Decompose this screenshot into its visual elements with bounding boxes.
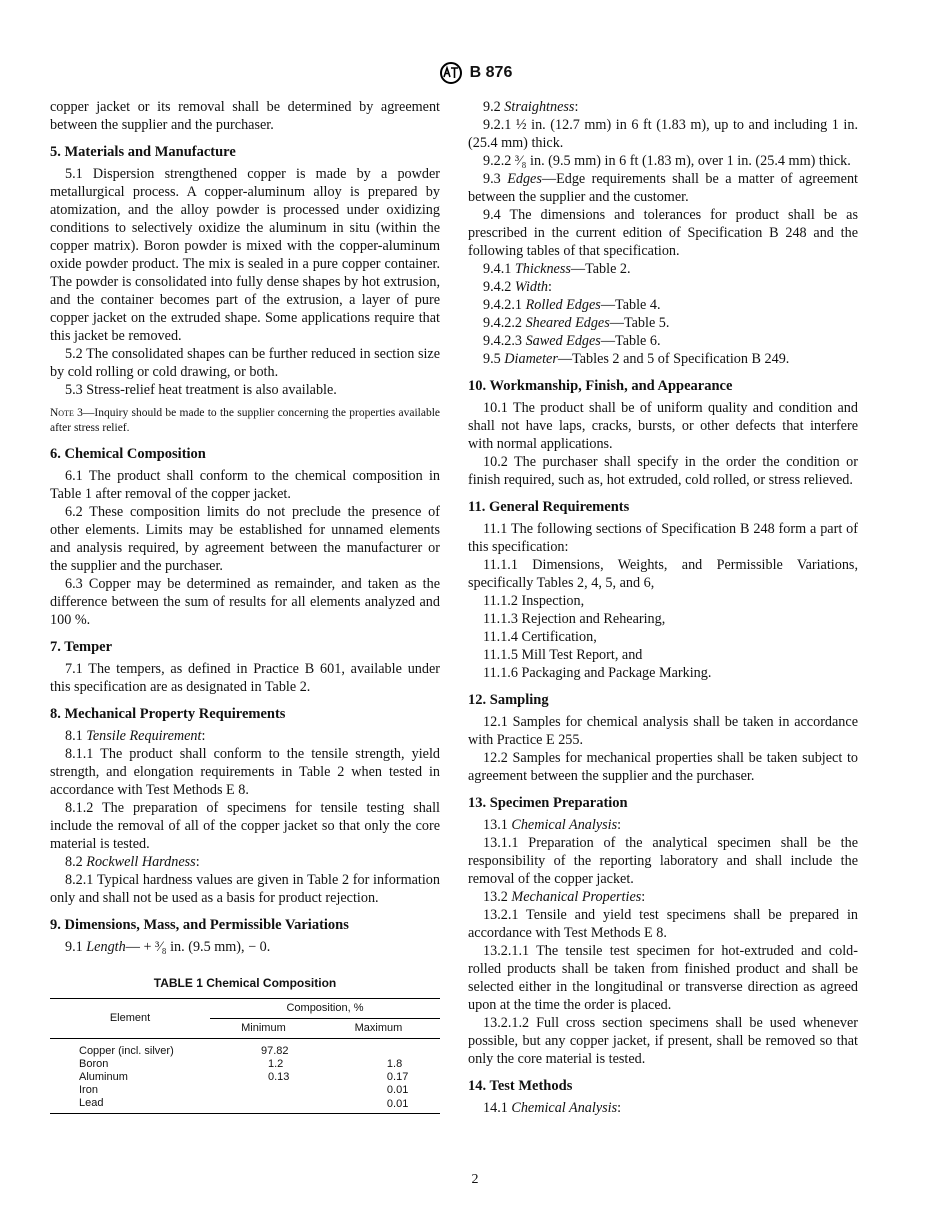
para-6-3: 6.3 Copper may be determined as remainder, and taken as the difference between the sum of results for all elements analyzed and 100 %. bbox=[50, 576, 440, 628]
col-min-header: Minimum bbox=[241, 1022, 286, 1034]
para-9-4-2-3-tail: —Table 6. bbox=[600, 333, 661, 349]
para-9-2-title: Straightness bbox=[504, 99, 575, 115]
para-8-1-1: 8.1.1 The product shall conform to the tensile strength, yield strength, and elongation requirements in Table 2 when tested in accordance with Test Methods E 8. bbox=[50, 746, 440, 798]
para-11-1-5: 11.1.5 Mill Test Report, and bbox=[483, 647, 643, 663]
para-9-4-2-2-tail: —Table 5. bbox=[609, 315, 670, 331]
para-8-1 bbox=[50, 727, 440, 745]
section-7-heading: 7. Temper bbox=[50, 639, 113, 655]
para-9-4-1-tail: —Table 2. bbox=[570, 261, 631, 277]
para-13-2-title: Mechanical Properties bbox=[511, 889, 642, 905]
para-8-1-title: Tensile Requirement bbox=[86, 728, 202, 744]
cell-element: Copper (incl. silver) bbox=[79, 1044, 174, 1057]
cell-min: 1.2 bbox=[268, 1057, 284, 1070]
para-13-1-num: 13.1 bbox=[483, 817, 512, 833]
para-9-4-1-num: 9.4.1 bbox=[483, 261, 515, 277]
designation: B 876 bbox=[469, 64, 513, 82]
para-9-1-title: Length bbox=[86, 939, 126, 955]
para-13-2-num: 13.2 bbox=[483, 889, 512, 905]
para-7-1: 7.1 The tempers, as defined in Practice B 601, available under this specification are as designated in Table 2. bbox=[50, 661, 440, 695]
para-8-1-2: 8.1.2 The preparation of specimens for tensile testing shall include the removal of all of the copper jacket so that only the core material is tested. bbox=[50, 800, 440, 852]
para-11-1-3: 11.1.3 Rejection and Rehearing, bbox=[483, 611, 666, 627]
page-number: 2 bbox=[471, 1172, 479, 1187]
para-14-1-title: Chemical Analysis bbox=[511, 1100, 618, 1116]
para-9-4-1-title: Thickness bbox=[514, 261, 571, 277]
cell-max: 1.8 bbox=[386, 1057, 403, 1070]
cell-max: 0.01 bbox=[386, 1083, 409, 1096]
para-9-1 bbox=[50, 938, 440, 956]
para-11-1-6: 11.1.6 Packaging and Package Marking. bbox=[483, 665, 712, 681]
para-9-4-2-1-tail: —Table 4. bbox=[600, 297, 661, 313]
section-9-heading: 9. Dimensions, Mass, and Permissible Variations bbox=[50, 917, 349, 933]
para-9-4-2-2-num: 9.4.2.2 bbox=[483, 315, 526, 331]
para-9-4-2-tail: : bbox=[548, 279, 552, 295]
col-composition-header: Composition, % bbox=[210, 999, 440, 1019]
cell-max: 0.01 bbox=[317, 1097, 440, 1114]
para-9-2-1: 9.2.1 ½ in. (12.7 mm) in 6 ft (1.83 m), up to and including 1 in. (25.4 mm) thick. bbox=[468, 117, 858, 151]
para-14-1-num: 14.1 bbox=[483, 1100, 512, 1116]
cell-max bbox=[317, 1045, 440, 1058]
section-12-heading: 12. Sampling bbox=[468, 692, 549, 708]
para-9-4-2-3-title: Sawed Edges bbox=[525, 333, 601, 349]
section-11-heading: 11. General Requirements bbox=[468, 499, 630, 515]
para-13-2-tail: : bbox=[641, 889, 646, 905]
para-12-1: 12.1 Samples for chemical analysis shall be taken in accordance with Practice E 255. bbox=[468, 714, 858, 748]
table-1 bbox=[50, 998, 440, 1114]
para-9-4-2-title: Width bbox=[514, 279, 549, 295]
para-9-4-2-3 bbox=[468, 332, 858, 350]
cell-element: Aluminum bbox=[79, 1070, 128, 1083]
cell-max: 0.17 bbox=[386, 1070, 409, 1083]
para-9-3-num: 9.3 bbox=[483, 171, 508, 187]
para-11-1-1: 11.1.1 Dimensions, Weights, and Permissible Variations, specifically Tables 2, 4, 5, and 6, bbox=[468, 557, 858, 591]
right-column bbox=[468, 98, 858, 1117]
table-row bbox=[50, 1045, 440, 1058]
para-9-4-2-3-num: 9.4.2.3 bbox=[483, 333, 526, 349]
para-9-4-2-2 bbox=[468, 314, 858, 332]
para-10-1: 10.1 The product shall be of uniform quality and condition and shall not have laps, cracks, bursts, or other defects that interfere with normal applications. bbox=[468, 400, 858, 452]
cell-element: Iron bbox=[79, 1083, 98, 1096]
section-10-heading: 10. Workmanship, Finish, and Appearance bbox=[468, 378, 733, 394]
para-9-4-1 bbox=[468, 260, 858, 278]
cell-element: Lead bbox=[50, 1097, 210, 1114]
section-14-heading: 14. Test Methods bbox=[468, 1078, 573, 1094]
para-5-3: 5.3 Stress-relief heat treatment is also available. bbox=[65, 382, 337, 398]
para-13-1-1: 13.1.1 Preparation of the analytical specimen shall be the responsibility of the reporting laboratory and shall include the removal of the copper jacket. bbox=[468, 835, 858, 887]
para-8-2-num: 8.2 bbox=[65, 854, 87, 870]
para-9-2-num: 9.2 bbox=[483, 99, 505, 115]
para-6-1: 6.1 The product shall conform to the chemical composition in Table 1 after removal of the copper jacket. bbox=[50, 468, 440, 502]
section-13-heading: 13. Specimen Preparation bbox=[468, 795, 628, 811]
para-9-2-tail: : bbox=[574, 99, 579, 115]
table-row bbox=[50, 1084, 440, 1097]
para-8-2-1: 8.2.1 Typical hardness values are given in Table 2 for information only and shall not be used as a basis for product rejection. bbox=[50, 872, 440, 906]
para-9-5-num: 9.5 bbox=[483, 351, 505, 367]
astm-logo-icon bbox=[438, 62, 464, 84]
para-13-1-tail: : bbox=[617, 817, 622, 833]
cell-min: 0.13 bbox=[268, 1070, 290, 1083]
para-13-2-1: 13.2.1 Tensile and yield test specimens shall be prepared in accordance with Test Methods E 8. bbox=[468, 907, 858, 941]
para-13-2 bbox=[468, 888, 858, 906]
para-8-1-tail: : bbox=[201, 728, 206, 744]
para-6-2: 6.2 These composition limits do not preclude the presence of other elements. Limits may be established for unnamed elements and analysis required, by agreement between the manufacturer or the supplier and the purchaser. bbox=[50, 504, 440, 574]
table-row bbox=[50, 1058, 440, 1071]
para-8-2-tail: : bbox=[195, 854, 200, 870]
table-row bbox=[50, 1097, 440, 1114]
table-row bbox=[50, 1071, 440, 1084]
para-9-2-2: 9.2.2 ³⁄₈ in. (9.5 mm) in 6 ft (1.83 m), over 1 in. (25.4 mm) thick. bbox=[483, 153, 851, 169]
para-14-1-tail: : bbox=[617, 1100, 622, 1116]
section-6-heading: 6. Chemical Composition bbox=[50, 446, 206, 462]
para-8-1-num: 8.1 bbox=[65, 728, 87, 744]
para-11-1-2: 11.1.2 Inspection, bbox=[483, 593, 585, 609]
intro-text: copper jacket or its removal shall be determined by agreement between the supplier and the purchaser. bbox=[50, 99, 440, 133]
para-9-4-2-1-num: 9.4.2.1 bbox=[483, 297, 526, 313]
para-14-1 bbox=[468, 1099, 858, 1117]
para-9-5-title: Diameter bbox=[504, 351, 558, 367]
para-5-2: 5.2 The consolidated shapes can be further reduced in section size by cold rolling or cold drawing, or both. bbox=[50, 346, 440, 380]
para-9-3-title: Edges bbox=[507, 171, 542, 187]
para-11-1: 11.1 The following sections of Specification B 248 form a part of this specification: bbox=[468, 521, 858, 555]
para-13-1 bbox=[468, 816, 858, 834]
section-8-heading: 8. Mechanical Property Requirements bbox=[50, 706, 286, 722]
para-9-4-2-1-title: Rolled Edges bbox=[525, 297, 601, 313]
para-9-4-2-1 bbox=[468, 296, 858, 314]
para-8-2 bbox=[50, 853, 440, 871]
para-9-1-num: 9.1 bbox=[65, 939, 87, 955]
cell-min bbox=[210, 1084, 317, 1097]
col-element-header: Element bbox=[109, 1012, 151, 1024]
cell-min: 97.82 bbox=[261, 1044, 289, 1057]
col-max-header: Maximum bbox=[354, 1022, 403, 1034]
note-3 bbox=[50, 406, 440, 436]
para-10-2: 10.2 The purchaser shall specify in the order the condition or finish required, such as, hot extruded, cold rolled, or stress relieved. bbox=[468, 454, 858, 488]
table-1-title: TABLE 1 Chemical Composition bbox=[153, 976, 337, 990]
para-9-2 bbox=[468, 98, 858, 116]
para-9-4-2 bbox=[468, 278, 858, 296]
para-9-3-tail: —Edge requirements shall be a matter of agreement between the supplier and the customer. bbox=[468, 171, 858, 205]
left-column bbox=[50, 98, 440, 1114]
note-3-text: —Inquiry should be made to the supplier concerning the properties available after stress relief. bbox=[50, 407, 440, 434]
para-13-2-1-1: 13.2.1.1 The tensile test specimen for hot-extruded and cold-rolled products shall be taken from finished product and shall be selected either in the longitudinal or transverse direction as agreed upon at the time the order is placed. bbox=[468, 943, 858, 1013]
para-9-5 bbox=[468, 350, 858, 368]
para-9-4-2-num: 9.4.2 bbox=[483, 279, 515, 295]
para-9-3 bbox=[468, 170, 858, 206]
para-9-5-tail: —Tables 2 and 5 of Specification B 249. bbox=[557, 351, 790, 367]
para-12-2: 12.2 Samples for mechanical properties shall be taken subject to agreement between the supplier and the purchaser. bbox=[468, 750, 858, 784]
cell-min bbox=[210, 1097, 317, 1114]
para-9-4: 9.4 The dimensions and tolerances for product shall be as prescribed in the current edition of Specification B 248 and the following tables of that specification. bbox=[468, 207, 858, 259]
para-11-1-4: 11.1.4 Certification, bbox=[483, 629, 597, 645]
para-8-2-title: Rockwell Hardness bbox=[86, 854, 196, 870]
cell-element: Boron bbox=[79, 1057, 109, 1070]
page-header bbox=[0, 62, 950, 84]
note-3-label: Note 3 bbox=[50, 407, 83, 419]
para-13-1-title: Chemical Analysis bbox=[511, 817, 618, 833]
para-9-1-tail: — + ³⁄₈ in. (9.5 mm), − 0. bbox=[125, 939, 271, 955]
section-5-heading: 5. Materials and Manufacture bbox=[50, 144, 236, 160]
para-5-1: 5.1 Dispersion strengthened copper is made by a powder metallurgical process. A copper-aluminum alloy is prepared by atomization, and the alloy powder is processed under oxidizing conditions to selectively oxidize the aluminum in situ (within the copper matrix). Boron powder is mixed with the copper-aluminum oxide powder product. The mix is sealed in a pure copper container. The powder is consolidated into fully dense shapes by hot extrusion, and the container becomes part of the extrusion, a layer of pure copper jacket on the extruded shape. Some applications require that this jacket be removed. bbox=[50, 166, 440, 344]
para-13-2-1-2: 13.2.1.2 Full cross section specimens shall be used whenever possible, but any copper jacket, if present, shall be removed so that only the core material is tested. bbox=[468, 1015, 858, 1067]
para-9-4-2-2-title: Sheared Edges bbox=[525, 315, 610, 331]
